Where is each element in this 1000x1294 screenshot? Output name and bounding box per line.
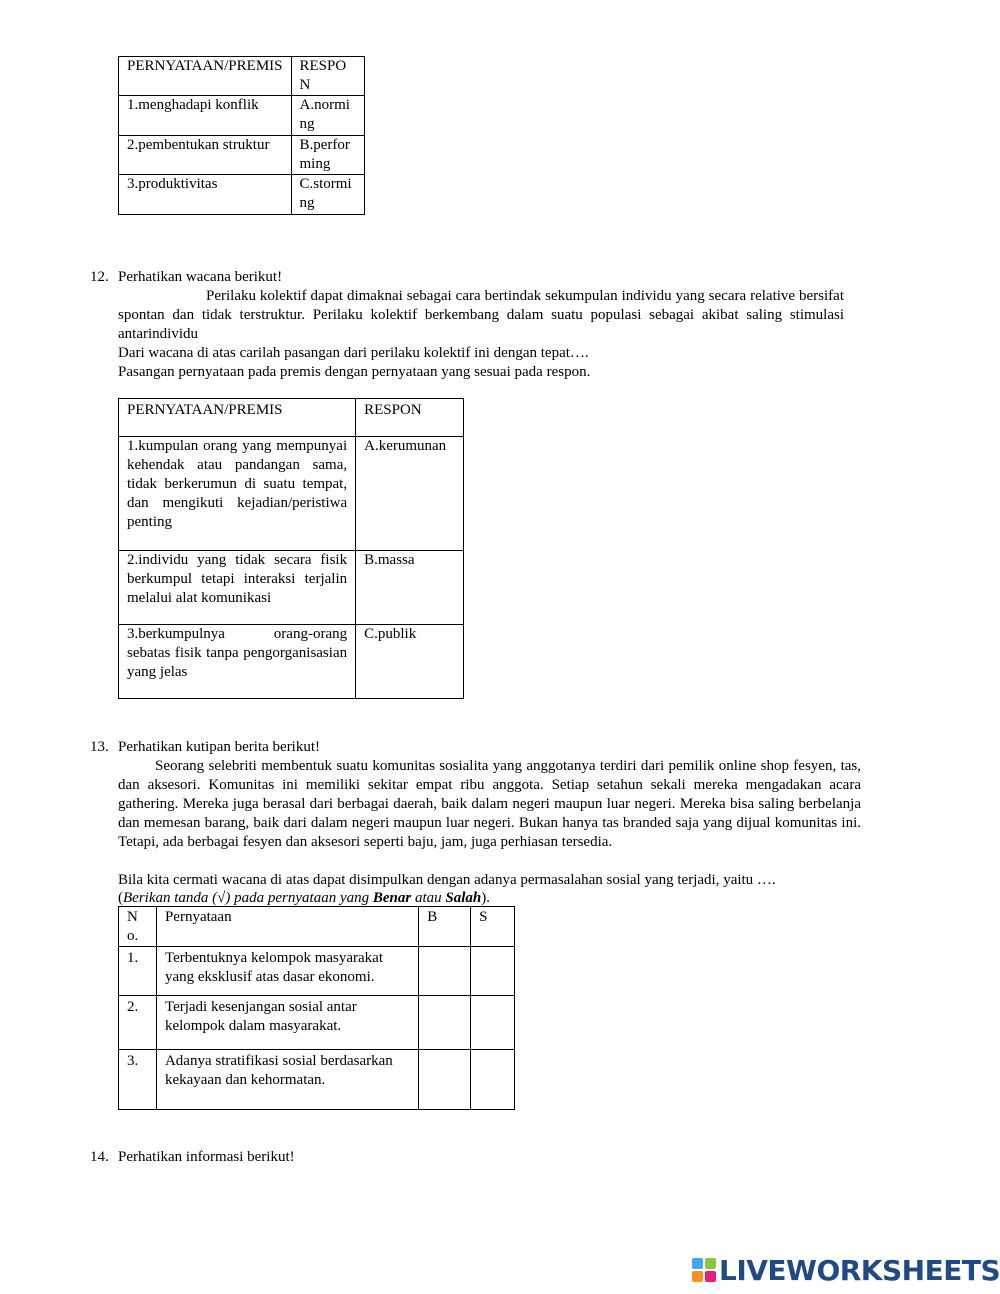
table-row [119,947,515,996]
logo-text: LIVEWORKSHEETS [719,1253,1000,1287]
logo-mark-icon [692,1258,716,1282]
table-row [119,1050,515,1110]
respon-cell: A.norming [291,96,365,136]
statement-cell: Terjadi kesenjangan sosial antar kelompok dalam masyarakat. [156,996,418,1050]
premis-cell: 2.individu yang tidak secara fisik berkumpul tetapi interaksi terjalin melalui alat komunikasi [119,551,356,625]
table-row [119,175,365,215]
question-12-passage: Perilaku kolektif dapat dimaknai sebagai cara bertindak sekumpulan individu yang secara relative bersifat spontan dan tidak terstruktur. Perilaku kolektif berkembang dalam suatu populasi sebagai akibat saling stimulasi antarindividu [118,288,844,342]
row-number: 3. [119,1050,157,1110]
respon-cell: C.storming [291,175,365,215]
premis-cell: 1.kumpulan orang yang mempunyai kehendak atau pandangan sama, tidak berkerumun di suatu tempat, dan mengikuti kejadian/peristiwa penting [119,437,356,551]
premis-respon-table-1 [118,56,365,215]
logo-square [692,1271,703,1282]
table-row [119,625,464,699]
table-row [119,96,365,136]
note-atau: atau [411,890,446,906]
header-premis: PERNYATAAN/PREMIS [119,399,356,437]
benar-checkbox-cell[interactable] [419,947,471,996]
benar-salah-table [118,906,515,1110]
question-13-passage: Seorang selebriti membentuk suatu komunitas sosialita yang anggotanya terdiri dari pemilik online shop fesyen, tas, dan aksesori. Komunitas ini memiliki sekitar empat ribu anggota. Setiap setahun sekali mereka mengadakan acara gathering. Mereka juga berasal dari berbagai daerah, baik dalam negeri maupun luar negeri. Mereka bisa saling berbelanja dan memesan barang, baik dari dalam negeri maupun luar negeri. Bukan hanya tas branded saja yang dijual komunitas ini. Tetapi, ada berbagai fesyen dan aksesori seperti baju, jam, juga perhiasan tersedia. [118,758,861,850]
question-14-title: Perhatikan informasi berikut! [118,1149,295,1165]
question-12-instruction-1: Dari wacana di atas carilah pasangan dari perilaku kolektif ini dengan tepat…. [118,345,589,361]
logo-square [692,1258,703,1269]
benar-checkbox-cell[interactable] [419,996,471,1050]
statement-cell: Adanya stratifikasi sosial berdasarkan kekayaan dan kehormatan. [156,1050,418,1110]
respon-cell: B.massa [356,551,464,625]
header-respon: RESPON [356,399,464,437]
note-benar: Benar [372,890,412,906]
row-number: 1. [119,947,157,996]
salah-checkbox-cell[interactable] [471,1050,515,1110]
table-header-row [119,907,515,947]
question-12-instruction-2: Pasangan pernyataan pada premis dengan pernyataan yang sesuai pada respon. [118,364,591,380]
header-salah: S [471,907,515,947]
salah-checkbox-cell[interactable] [471,947,515,996]
premis-cell: 3.produktivitas [119,175,292,215]
premis-respon-table-2 [118,398,464,699]
premis-cell: 2.pembentukan struktur [119,136,292,175]
question-12-title: Perhatikan wacana berikut! [118,269,283,285]
logo-square [705,1258,716,1269]
question-number-14: 14. [90,1149,109,1165]
note-close: ). [481,890,490,906]
header-benar: B [419,907,471,947]
header-premis: PERNYATAAN/PREMIS [119,57,292,96]
benar-checkbox-cell[interactable] [419,1050,471,1110]
respon-cell: C.publik [356,625,464,699]
header-no: No. [119,907,157,947]
table-row [119,996,515,1050]
question-13-question: Bila kita cermati wacana di atas dapat disimpulkan dengan adanya permasalahan sosial yang terjadi, yaitu …. [118,872,776,888]
note-text: Berikan tanda (√) pada pernyataan yang [123,890,373,906]
respon-cell: B.performing [291,136,365,175]
liveworksheets-logo[interactable] [692,1253,1000,1287]
premis-cell: 3.berkumpulnya orang-orang sebatas fisik tanpa pengorganisasian yang jelas [119,625,356,699]
logo-square [705,1271,716,1282]
question-number-13: 13. [90,739,109,755]
question-13-title: Perhatikan kutipan berita berikut! [118,739,321,755]
table-row [119,437,464,551]
question-number-12: 12. [90,269,109,285]
header-pernyataan: Pernyataan [156,907,418,947]
premis-cell: 1.menghadapi konflik [119,96,292,136]
note-salah: Salah [445,890,482,906]
row-number: 2. [119,996,157,1050]
statement-cell: Terbentuknya kelompok masyarakat yang eksklusif atas dasar ekonomi. [156,947,418,996]
table-header-row [119,57,365,96]
note-open: ( [118,890,123,906]
header-respon: RESPON [291,57,365,96]
table-header-row [119,399,464,437]
respon-cell: A.kerumunan [356,437,464,551]
table-row [119,136,365,175]
salah-checkbox-cell[interactable] [471,996,515,1050]
table-row [119,551,464,625]
